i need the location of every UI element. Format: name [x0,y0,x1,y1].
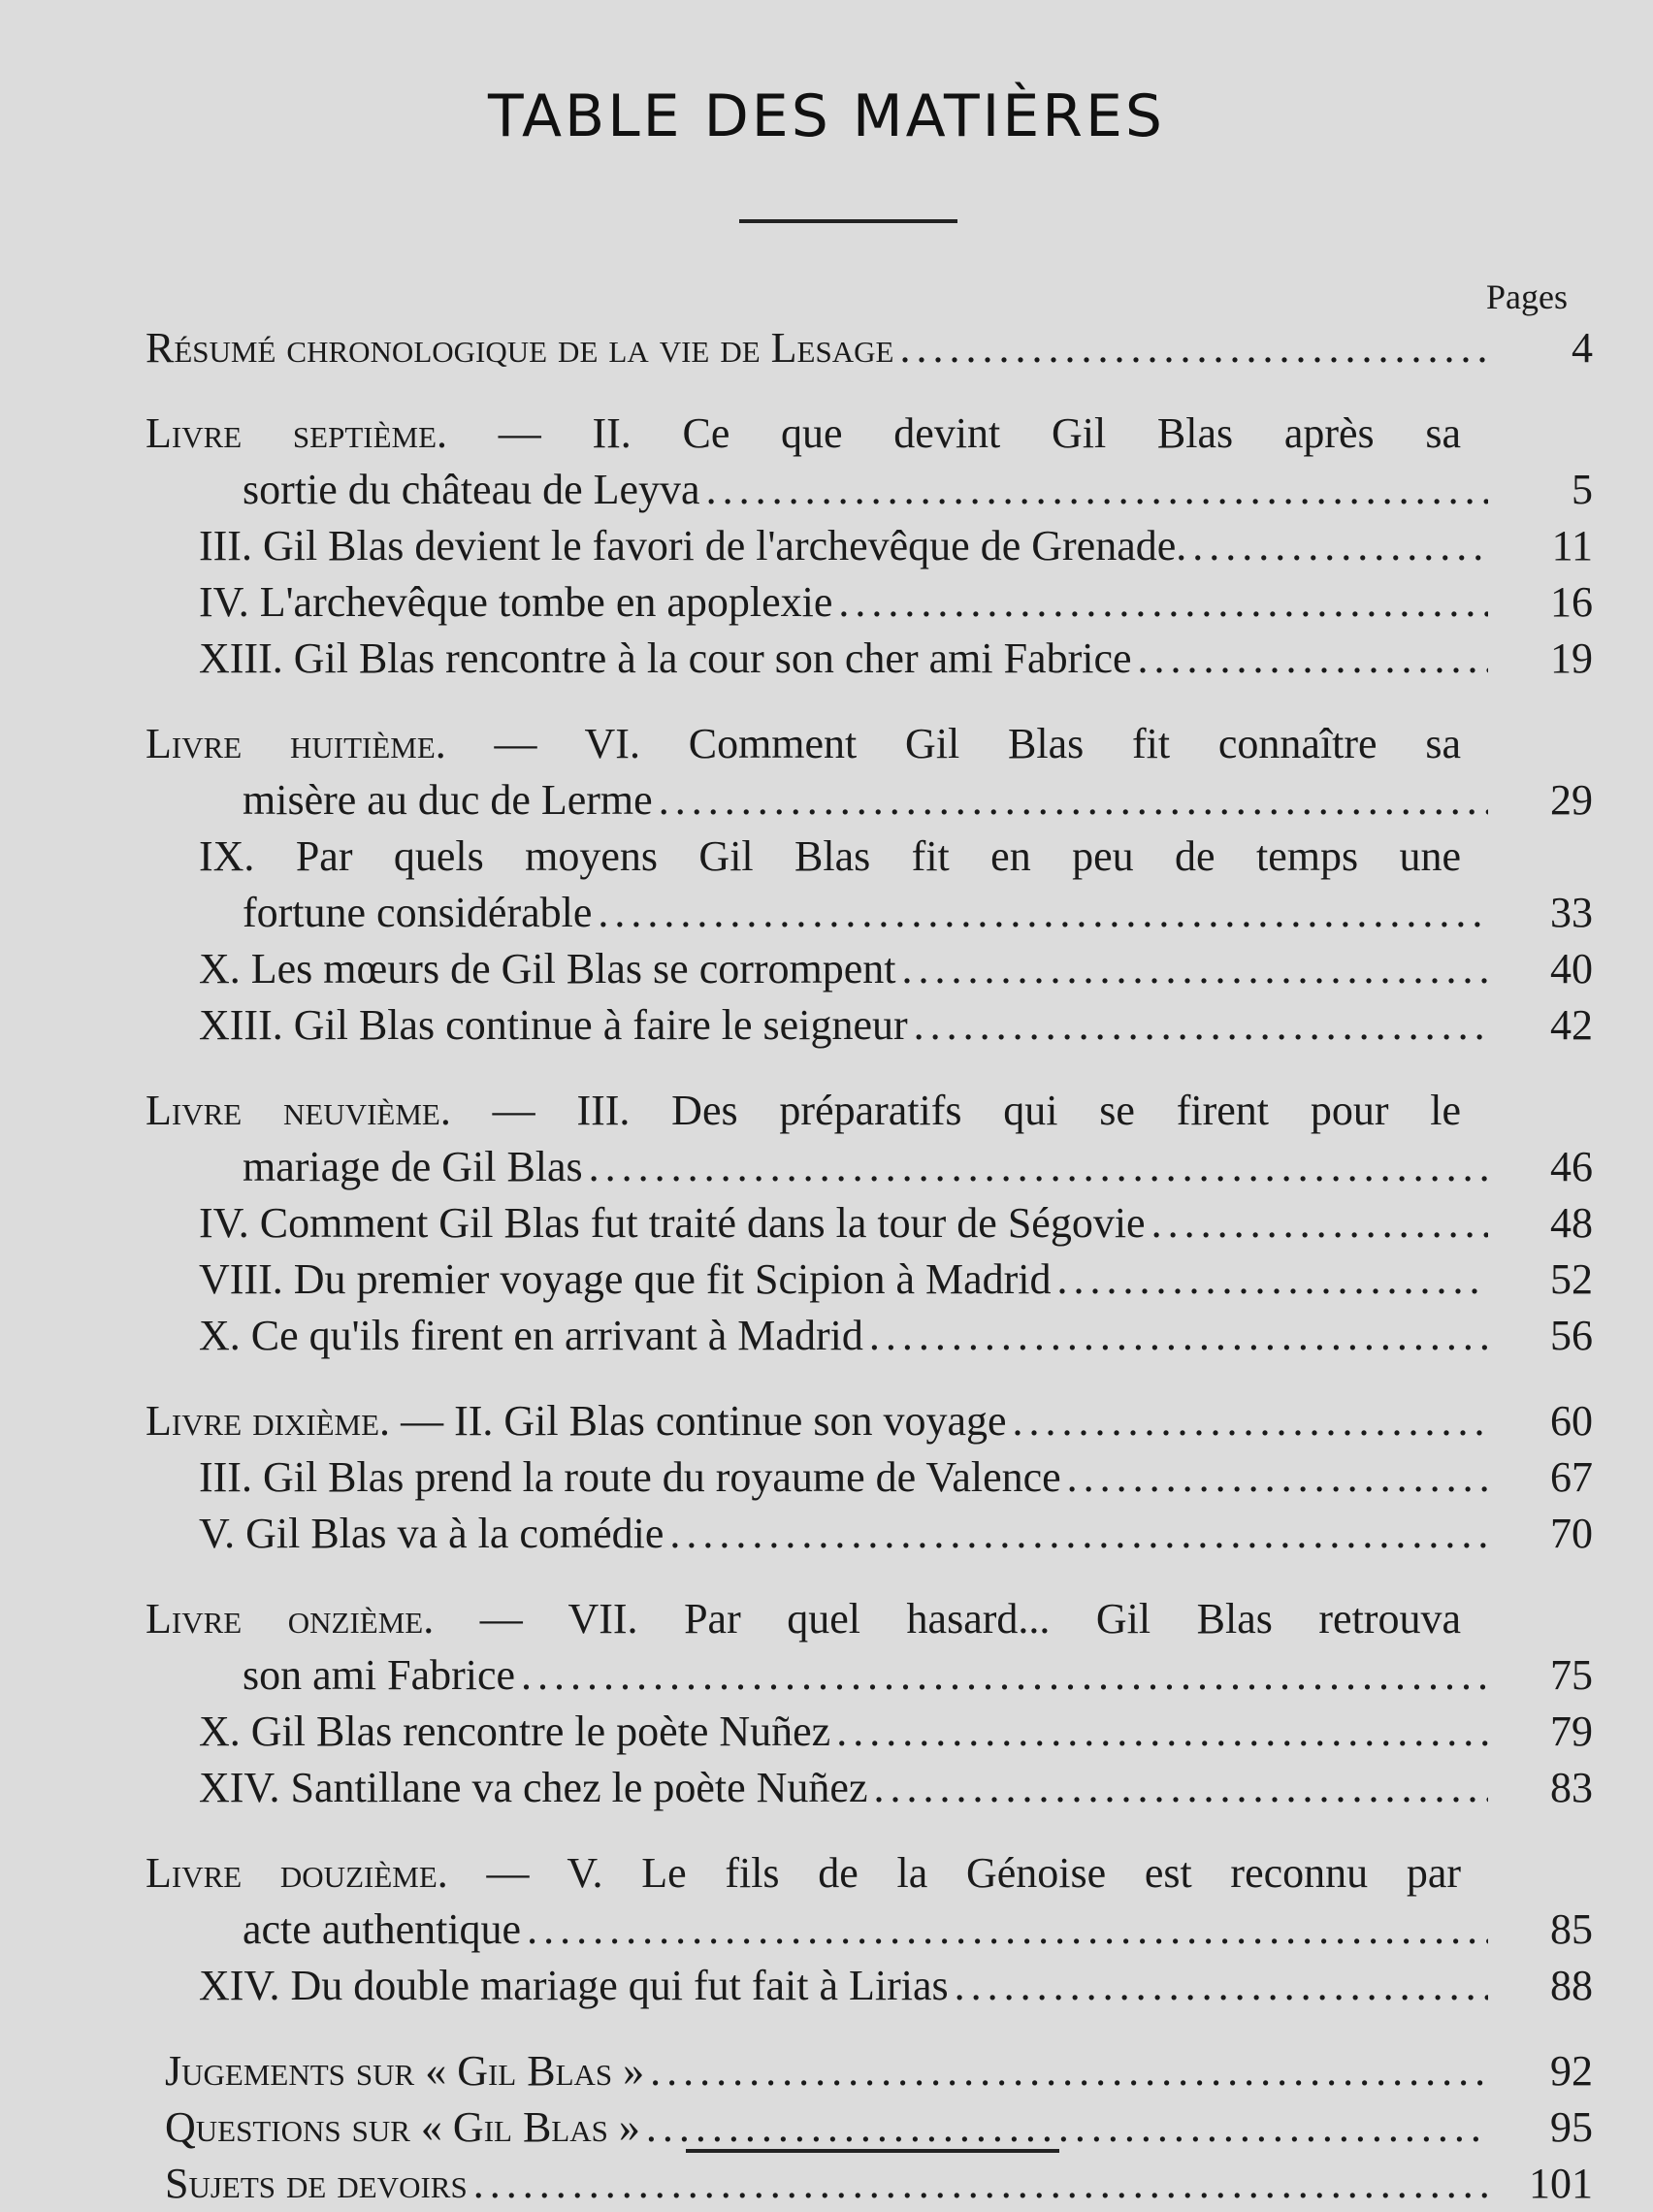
chapter-line [146,829,1597,885]
page-number: 4 [1572,324,1593,372]
toc-entry [146,518,1597,574]
entry-text: son ami Fabrice [243,1651,516,1699]
toc-entry [146,1958,1597,2014]
dot-leader [659,772,1488,829]
entry-text: sortie du château de Leyva [243,466,700,513]
dot-leader [521,1647,1488,1704]
entry-text: VIII. Du premier voyage que fit Scipion à Madrid [199,1255,1052,1303]
entry-text: mariage de Gil Blas [243,1143,583,1190]
chapter-title: III. Des préparatifs qui se firent pour le [576,1087,1462,1134]
book-name: Livre septième. [146,409,448,457]
book-heading-line [146,1393,1597,1449]
dot-leader [598,885,1488,941]
book-section [146,1083,1597,1364]
entry-text: X. Les mœurs de Gil Blas se corrompent [199,945,896,992]
chapter-title: II. Ce que devint Gil Blas après sa [592,409,1462,457]
book-name: Livre onzième. [146,1595,435,1643]
page-number: 11 [1551,522,1593,569]
page-number: 85 [1550,1905,1593,1953]
toc-entry [146,1506,1597,1562]
entry-text: X. Gil Blas rencontre le poète Nuñez [199,1708,831,1755]
dot-leader [1013,1393,1488,1449]
toc-entry [146,2099,1597,2156]
page-number: 88 [1550,1962,1593,2009]
toc-entry [146,574,1597,631]
book-name: Livre douzième. [146,1849,448,1897]
page-number: 16 [1550,578,1593,626]
dot-leader [838,574,1488,631]
book-name: Livre huitième. [146,720,446,767]
toc-entry [146,320,1597,376]
page-title: TABLE DES MATIÈRES [488,82,1165,150]
entry-text: Questions sur « Gil Blas » [165,2103,640,2151]
book-section [146,1393,1597,1562]
dot-leader [873,1760,1488,1816]
toc-entry [146,1760,1597,1816]
page-number: 46 [1550,1143,1593,1190]
dot-leader [914,997,1488,1054]
entry-text: V. Gil Blas va à la comédie [199,1510,664,1557]
toc-entry [146,997,1597,1054]
toc-entry [146,1902,1597,1958]
toc-entry [146,1647,1597,1704]
toc-entry [146,885,1597,941]
page-number: 33 [1550,889,1593,936]
book-heading-line [146,1591,1597,1647]
page-number: 52 [1550,1255,1593,1303]
book-heading-line [146,716,1597,772]
toc-entry [146,1449,1597,1506]
toc-entry [146,941,1597,997]
dot-leader [473,2156,1488,2212]
title-rule [739,219,957,223]
book-dash: — [479,1595,523,1643]
dot-leader [527,1902,1488,1958]
book-section [146,406,1597,687]
dot-leader [1192,518,1488,574]
toc-entry [146,1195,1597,1252]
toc-entry [146,772,1597,829]
chapter-title: VI. Comment Gil Blas fit connaître sa [584,720,1462,767]
toc-entry [146,631,1597,687]
book-dash: — [492,1087,535,1134]
page-number: 48 [1550,1199,1593,1247]
book-heading-line [146,1845,1597,1902]
entry-text: XIV. Santillane va chez le poète Nuñez [199,1764,868,1811]
toc-entry [146,2043,1597,2099]
book-heading-text [146,406,1597,462]
book-dash: — [486,1849,530,1897]
page-number: 101 [1529,2160,1593,2207]
entry-text: Jugements sur « Gil Blas » [165,2047,645,2095]
page-number: 70 [1550,1510,1593,1557]
book-name: Livre dixième. [146,1397,391,1445]
book-heading-text [146,716,1597,772]
page-number: 92 [1550,2047,1593,2095]
book-name: Livre neuvième. [146,1087,451,1134]
chapter-title: II. Gil Blas continue son voyage [454,1397,1007,1445]
page-number: 5 [1572,466,1593,513]
book-section [146,1845,1597,2014]
dot-leader [1138,631,1488,687]
entry-text: III. Gil Blas devient le favori de l'archevêque de Grenade. [199,522,1187,569]
entry-text: XIV. Du double mariage qui fut fait à Lirias [199,1962,949,2009]
extras-list [146,2043,1597,2212]
bottom-rule [686,2149,1059,2153]
dot-leader [646,2099,1488,2156]
book-heading-text [146,1591,1597,1647]
chapter-title: V. Le fils de la Génoise est reconnu par [567,1849,1462,1897]
toc-entry [146,462,1597,518]
books-list [146,406,1597,2014]
entry-text: XIII. Gil Blas rencontre à la cour son cher ami Fabrice [199,634,1132,682]
dot-leader [1151,1195,1488,1252]
entry-text: XIII. Gil Blas continue à faire le seigneur [199,1001,908,1049]
dot-leader [650,2043,1488,2099]
book-heading-text [146,1845,1597,1902]
page-number: 19 [1550,634,1593,682]
book-heading-text [146,1083,1597,1139]
page-number: 40 [1550,945,1593,992]
entry-text: Résumé chronologique de la vie de Lesage [146,324,894,372]
page-number: 29 [1550,776,1593,824]
entry-text: acte authentique [243,1905,522,1953]
dot-leader [955,1958,1488,2014]
book-dash: — [401,1397,444,1445]
book-dash: — [494,720,537,767]
toc-entry [146,1704,1597,1760]
page-number: 95 [1550,2103,1593,2151]
page-number: 79 [1550,1708,1593,1755]
dot-leader [869,1308,1488,1364]
page-number: 42 [1550,1001,1593,1049]
toc-intro [146,320,1597,376]
dot-leader [836,1704,1488,1760]
book-heading-line [146,406,1597,462]
toc-entry [146,1308,1597,1364]
entry-text: IX. Par quels moyens Gil Blas fit en peu de temps une [199,832,1461,880]
toc-entry [146,1252,1597,1308]
dot-leader [1057,1252,1488,1308]
chapter-title: VII. Par quel hasard... Gil Blas retrouva [567,1595,1461,1643]
page-number: 60 [1550,1397,1593,1445]
book-dash: — [498,409,541,457]
entry-text: Sujets de devoirs [165,2160,468,2207]
page-number: 75 [1550,1651,1593,1699]
toc-list [146,320,1597,2212]
dot-leader [669,1506,1488,1562]
entry-text: misère au duc de Lerme [243,776,653,824]
page-number: 67 [1550,1453,1593,1501]
entry-text: III. Gil Blas prend la route du royaume de Valence [199,1453,1061,1501]
book-section [146,716,1597,1054]
dot-leader [706,462,1488,518]
pages-column-header: Pages [1486,277,1568,316]
book-heading-line [146,1083,1597,1139]
dot-leader [902,941,1488,997]
entry-text: IV. L'archevêque tombe en apoplexie [199,578,833,626]
toc-entry [146,1139,1597,1195]
entry-text: fortune considérable [243,889,593,936]
page-number: 83 [1550,1764,1593,1811]
page-number: 56 [1550,1312,1593,1359]
dot-leader [589,1139,1488,1195]
toc-entry [146,2156,1597,2212]
dot-leader [899,320,1488,376]
entry-text: X. Ce qu'ils firent en arrivant à Madrid [199,1312,863,1359]
entry-text: IV. Comment Gil Blas fut traité dans la tour de Ségovie [199,1199,1146,1247]
book-heading-text [146,1393,1007,1449]
book-section [146,1591,1597,1816]
dot-leader [1067,1449,1488,1506]
